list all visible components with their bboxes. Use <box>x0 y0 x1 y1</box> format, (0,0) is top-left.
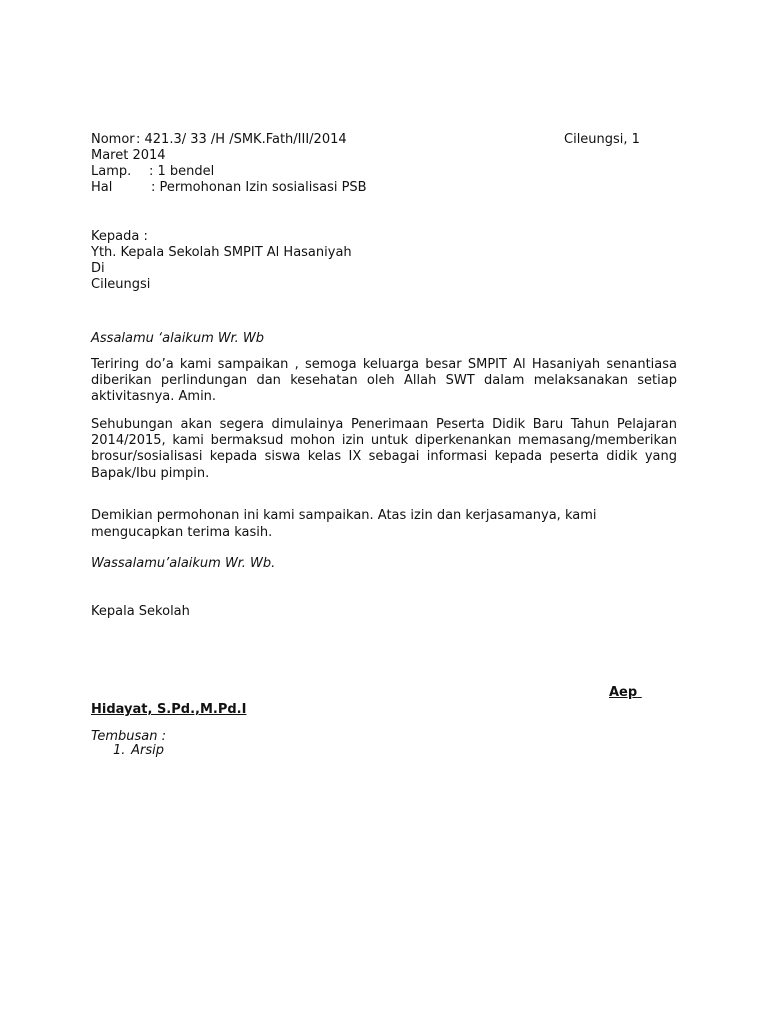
lamp-line <box>91 164 214 180</box>
recipient-line-2: Di <box>91 261 105 276</box>
nomor-line <box>91 132 347 148</box>
paragraph-3-line-1: Demikian permohonan ini kami sampaikan. Atas izin dan kerjasamanya, kami <box>91 508 597 523</box>
closing: Wassalamu’alaikum Wr. Wb. <box>91 556 276 571</box>
signature-name-part-2: Hidayat, S.Pd.,M.Pd.I <box>91 702 247 717</box>
nomor-value: : 421.3/ 33 /H /SMK.Fath/III/2014 <box>136 132 347 147</box>
recipient-line-3: Cileungsi <box>91 277 151 292</box>
lamp-value: : 1 bendel <box>149 164 215 179</box>
kepada-label: Kepada : <box>91 229 148 244</box>
tembusan-item <box>113 743 164 759</box>
lamp-label: Lamp. <box>91 164 132 179</box>
nomor-label: Nomor <box>91 132 135 147</box>
hal-value: : Permohonan Izin sosialisasi PSB <box>151 180 367 195</box>
letter-date-part1: Cileungsi, 1 <box>564 132 640 147</box>
tembusan-item-number: 1. <box>113 743 126 758</box>
signature-name-part-1-text: Aep <box>609 685 638 700</box>
paragraph-1: Teriring do’a kami sampaikan , semoga keluarga besar SMPIT Al Hasaniyah senantiasa diberikan perlindungan dan kesehatan oleh Allah SWT dalam melaksanakan setiap aktivitasnya. Amin. <box>91 357 677 405</box>
tembusan-item-text: Arsip <box>131 743 165 758</box>
signature-title: Kepala Sekolah <box>91 604 190 619</box>
paragraph-3-line-2: mengucapkan terima kasih. <box>91 525 273 540</box>
signature-name-part-1 <box>609 685 642 701</box>
greeting: Assalamu ‘alaikum Wr. Wb <box>91 331 265 346</box>
recipient-line-1: Yth. Kepala Sekolah SMPIT Al Hasaniyah <box>91 245 352 260</box>
tembusan-label: Tembusan : <box>91 729 166 744</box>
letter-date-part2: Maret 2014 <box>91 148 166 163</box>
hal-line <box>91 180 367 196</box>
paragraph-2: Sehubungan akan segera dimulainya Penerimaan Peserta Didik Baru Tahun Pelajaran 2014/2015, kami bermaksud mohon izin untuk diperkenankan memasang/memberikan brosur/sosialisasi kepada siswa kelas IX sebagai informasi kepada peserta didik yang Bapak/Ibu pimpin. <box>91 417 677 481</box>
hal-label: Hal <box>91 180 113 195</box>
